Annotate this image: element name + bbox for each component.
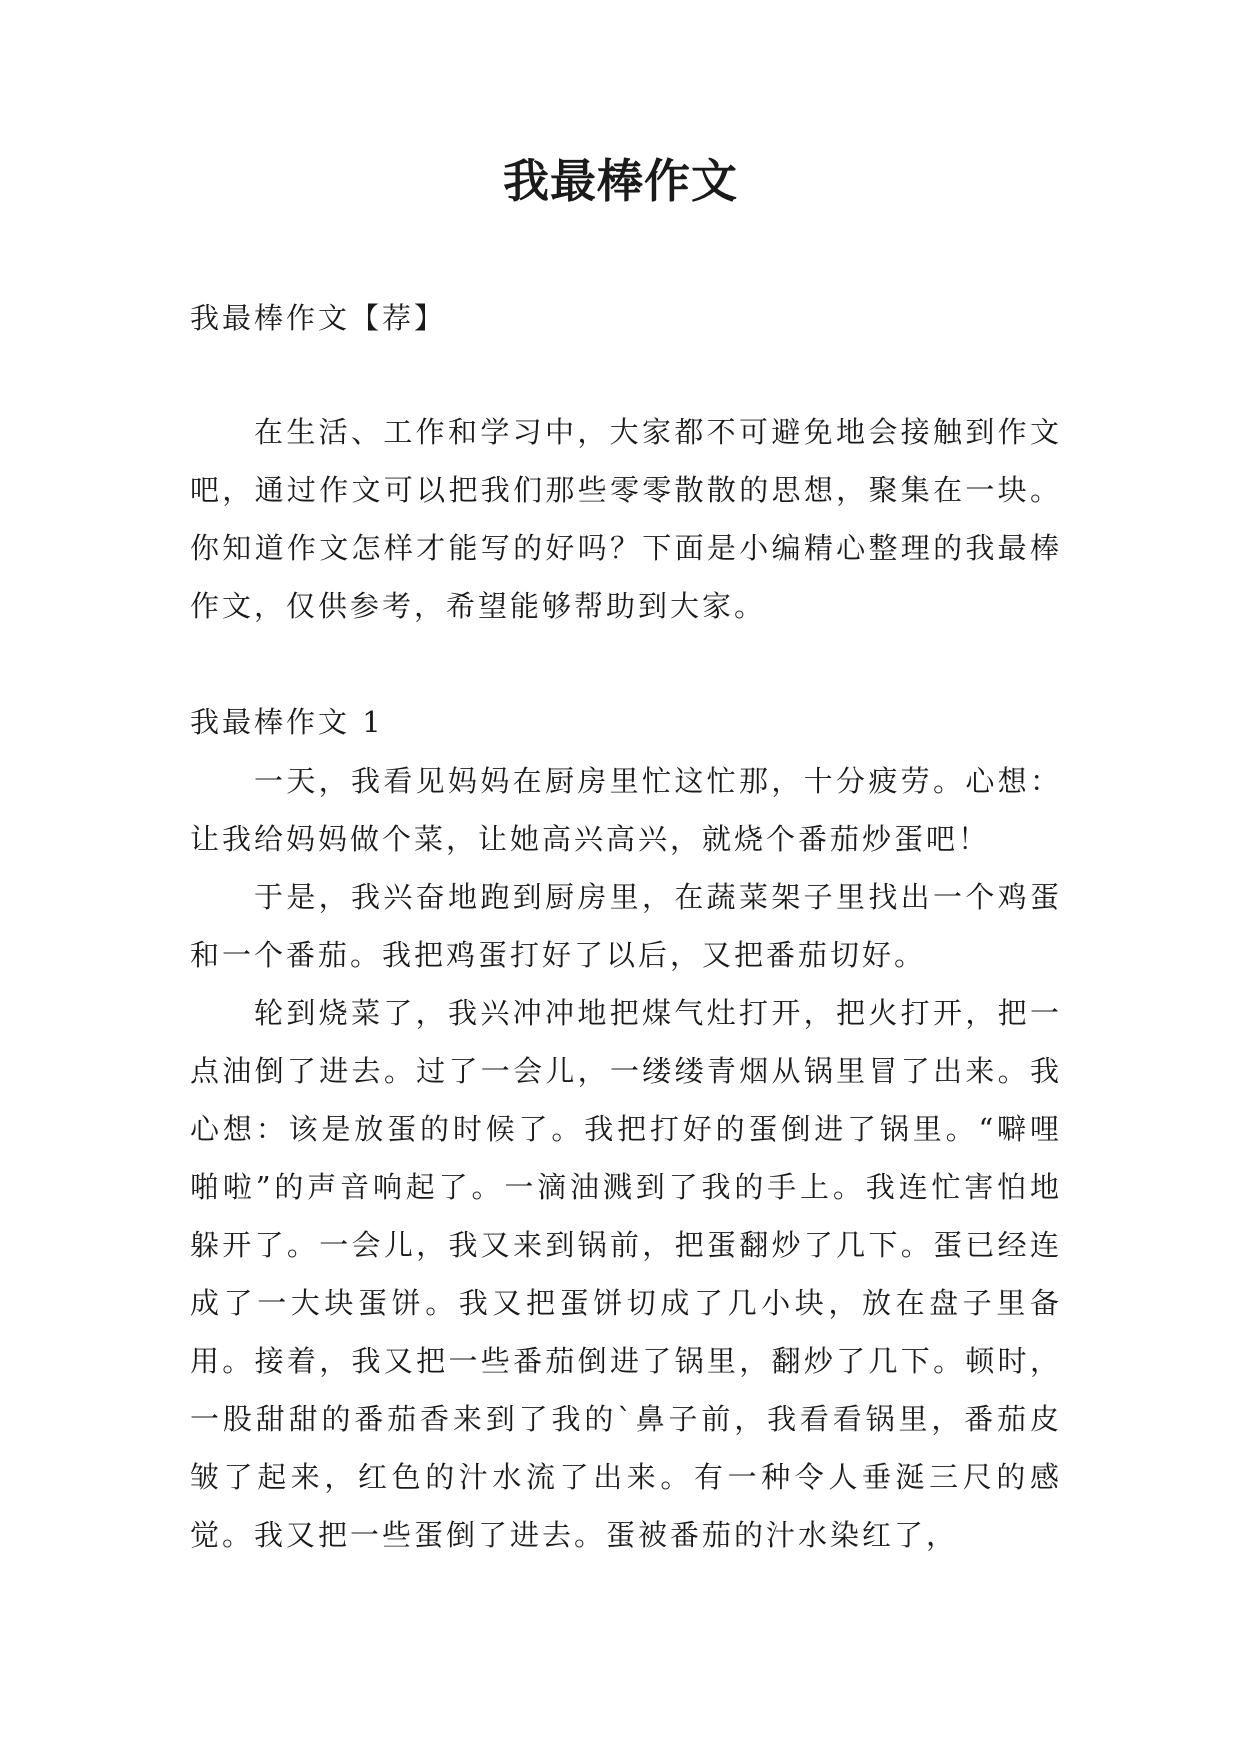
document-title: 我最棒作文	[503, 154, 738, 208]
document-subtitle: 我最棒作文【荐】	[190, 301, 447, 335]
intro-paragraph: 在生活、工作和学习中，大家都不可避免地会接触到作文吧，通过作文可以把我们那些零零散散的思想，聚集在一块。你知道作文怎样才能写的好吗？下面是小编精心整理的我最棒作文，仅供参考，希望能够帮助到大家。	[190, 415, 1062, 623]
essay-paragraph: 一天，我看见妈妈在厨房里忙这忙那，十分疲劳。心想：让我给妈妈做个菜，让她高兴高兴，就烧个番茄炒蛋吧！	[190, 764, 1062, 856]
essay-paragraph: 轮到烧菜了，我兴冲冲地把煤气灶打开，把火打开，把一点油倒了进去。过了一会儿，一缕缕青烟从锅里冒了出来。我心想：该是放蛋的时候了。我把打好的蛋倒进了锅里。“噼哩啪啦”的声音响起了。一滴油溅到了我的手上。我连忙害怕地躲开了。一会儿，我又来到锅前，把蛋翻炒了几下。蛋已经连成了一大块蛋饼。我又把蛋饼切成了几小块，放在盘子里备用。接着，我又把一些番茄倒进了锅里，翻炒了几下。顿时，一股甜甜的番茄香来到了我的`鼻子前，我看看锅里，番茄皮皱了起来，红色的汁水流了出来。有一种令人垂涎三尺的感觉。我又把一些蛋倒了进去。蛋被番茄的汁水染红了，	[190, 996, 1062, 1552]
essay-body	[190, 752, 1062, 1564]
section-heading: 我最棒作文 1	[190, 705, 384, 739]
essay-paragraph: 于是，我兴奋地跑到厨房里，在蔬菜架子里找出一个鸡蛋和一个番茄。我把鸡蛋打好了以后，又把番茄切好。	[190, 880, 1062, 972]
